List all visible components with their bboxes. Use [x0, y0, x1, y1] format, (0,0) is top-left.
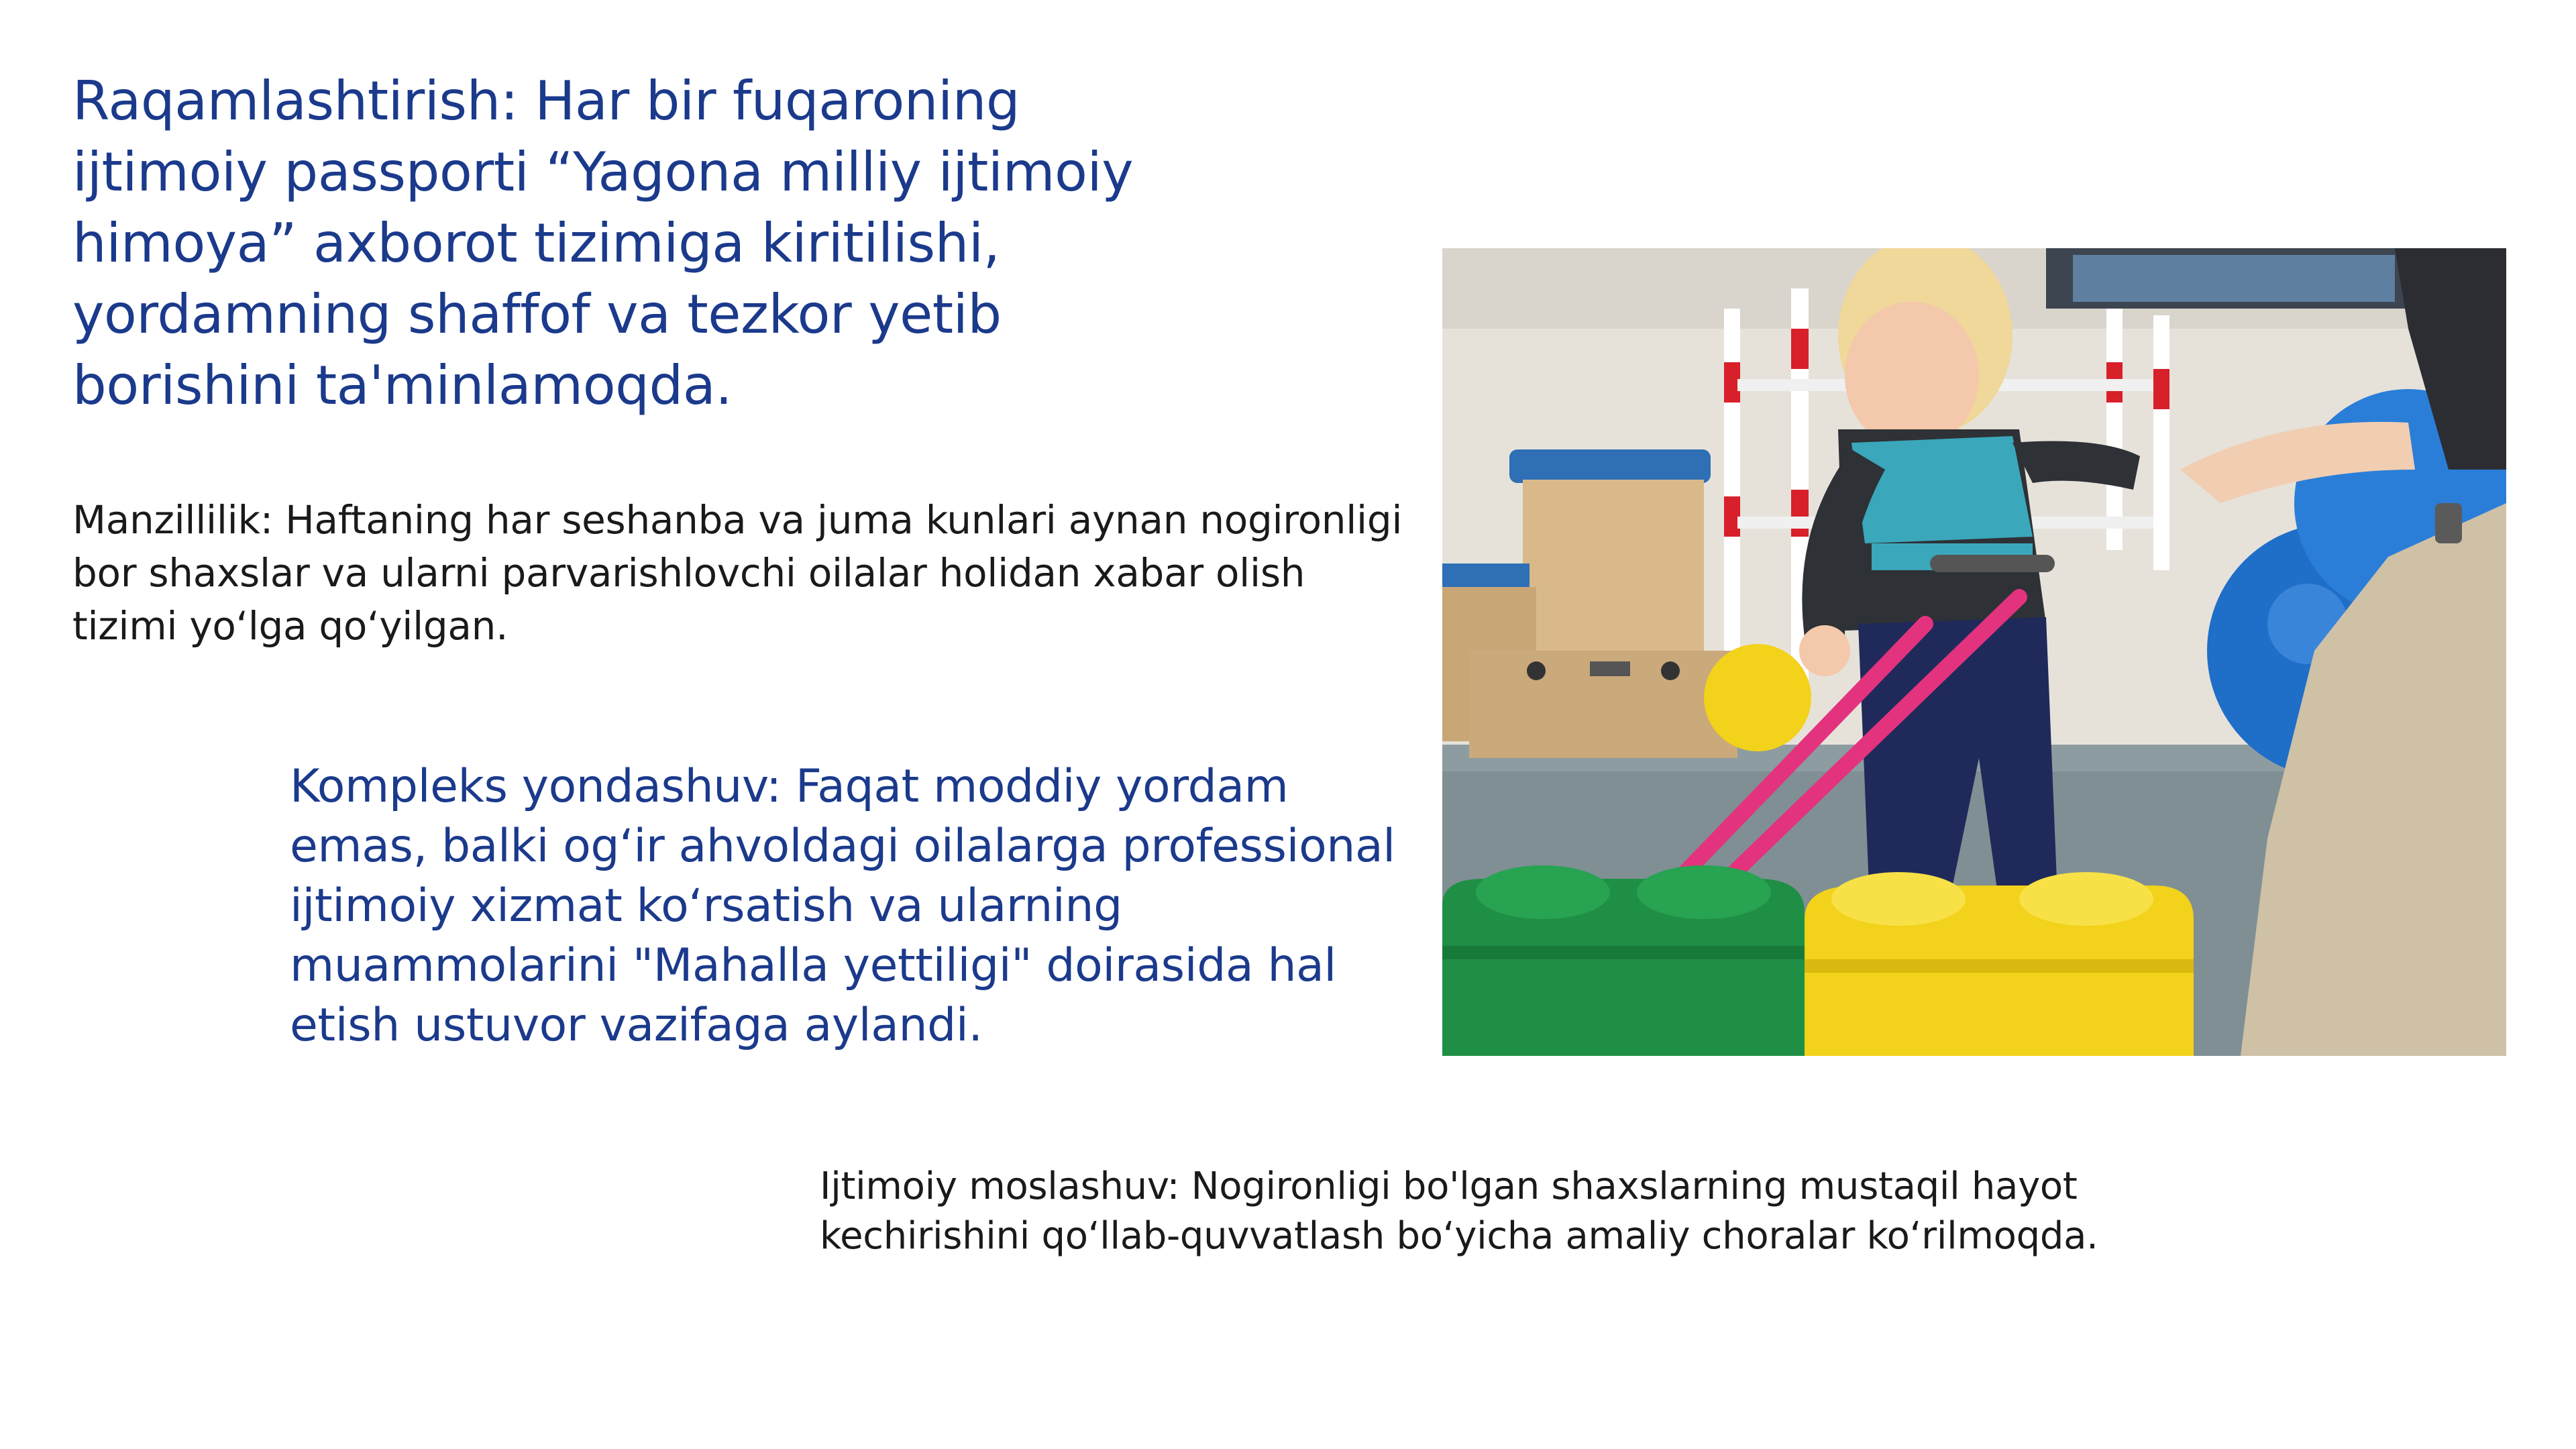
therapy-photo-illustration	[1442, 248, 2506, 1056]
therapy-photo	[1442, 248, 2506, 1056]
targeting-paragraph: Manzillilik: Haftaning har seshanba va juma kunlari aynan nogironligi bor shaxslar va ularni parvarishlovchi oilalar holidan xabar olish tizimi yoʻlga qoʻyilgan.	[72, 497, 1403, 649]
social-adaptation-paragraph: Ijtimoiy moslashuv: Nogironligi bo'lgan shaxslarning mustaqil hayot kechirishini qoʻllab-quvvatlash boʻyicha amaliy choralar koʻrilmoqda.	[820, 1165, 2098, 1258]
digitalization-paragraph: Raqamlashtirish: Har bir fuqaroning ijtimoiy passporti “Yagona milliy ijtimoiy himoya” axborot tizimiga kiritilishi, yordamning shaffof va tezkor yetib borishini ta'minlamoqda.	[72, 70, 1134, 417]
complex-approach-paragraph: Kompleks yondashuv: Faqat moddiy yordam emas, balki ogʻir ahvoldagi oilalarga professional ijtimoiy xizmat koʻrsatish va ularning muammolarini "Mahalla yettiligi" doirasida hal etish ustuvor vazifaga aylandi.	[290, 760, 1395, 1052]
